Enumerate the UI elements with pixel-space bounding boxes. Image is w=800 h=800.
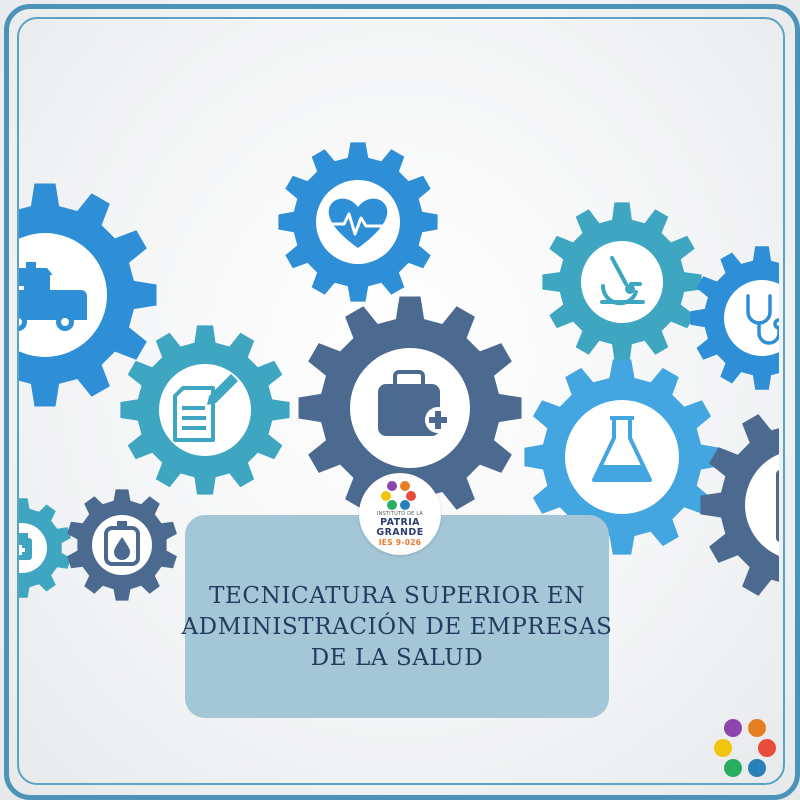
monitor-icon — [776, 470, 794, 542]
iv-bag-gear — [67, 489, 177, 600]
corner-logo-dots-icon — [712, 717, 778, 781]
microscope-gear — [542, 202, 701, 361]
document-gear — [120, 325, 289, 494]
logo-code: IES 9-026 — [378, 538, 422, 547]
title-line-1: TECNICATURA SUPERIOR EN — [209, 583, 585, 609]
institute-logo-badge — [359, 473, 441, 555]
title-line-2: ADMINISTRACIÓN DE EMPRESAS — [181, 614, 613, 640]
program-title — [171, 559, 622, 674]
logo-patria: PATRIA — [380, 517, 420, 528]
monitor-gear — [700, 405, 800, 604]
pill-box-gear — [0, 498, 71, 597]
logo-institute-line: INSTITUTO DE LA — [376, 511, 424, 517]
logo-grande: GRANDE — [376, 527, 424, 538]
heartbeat-gear — [278, 142, 437, 301]
stethoscope-gear — [690, 246, 800, 389]
title-line-3: DE LA SALUD — [310, 645, 484, 671]
